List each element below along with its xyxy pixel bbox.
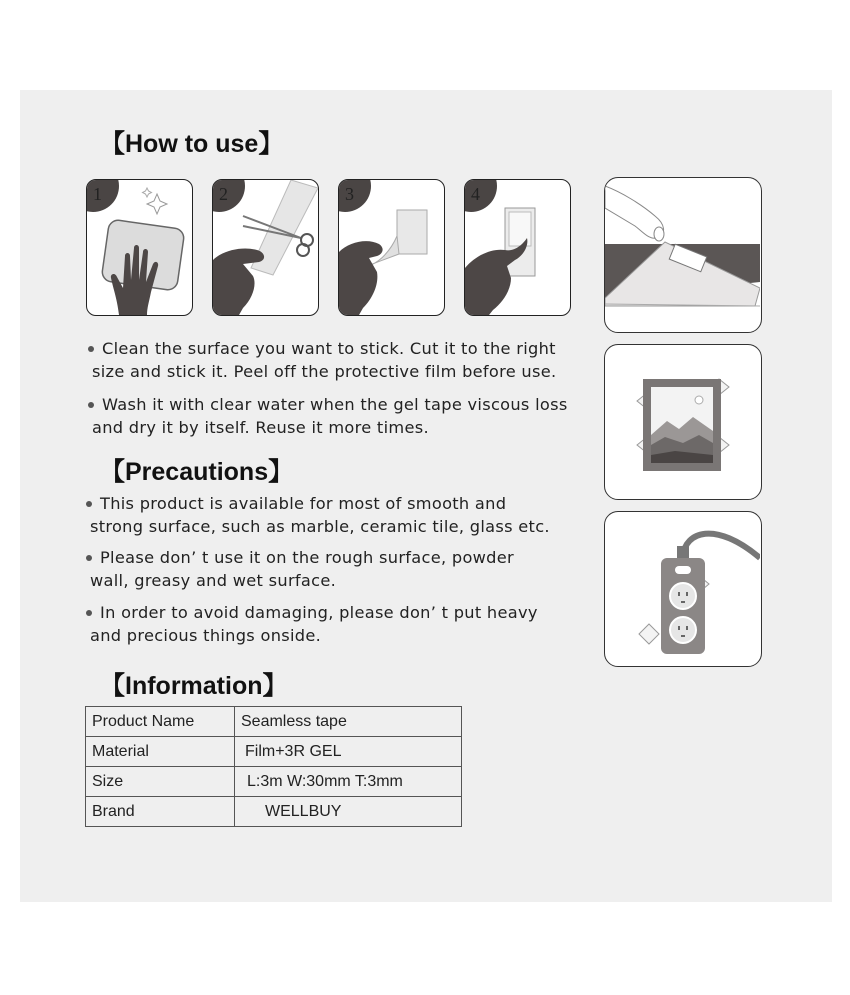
info-key-product-name: Product Name [86,707,235,737]
info-key-brand: Brand [86,797,235,827]
step-4-card [464,179,571,316]
how-to-use-bullet-1: Clean the surface you want to stick. Cut it to the right size and stick it. Peel off the protective film before use. [86,337,556,383]
table-row [86,737,462,767]
table-row [86,797,462,827]
precautions-heading: 【Precautions】 [100,458,294,486]
info-key-size: Size [86,767,235,797]
surface-tape-illustration [605,178,760,331]
peel-film-illustration [465,180,570,315]
picture-frame-illustration [605,345,760,498]
bullet-dot [88,402,94,408]
info-value-brand: WELLBUY [235,797,462,827]
precautions-bullet-2: Please don’ t use it on the rough surface, powder wall, greasy and wet surface. [84,546,514,592]
bullet-dot [88,346,94,352]
table-row [86,767,462,797]
how-to-use-bullet-2: Wash it with clear water when the gel tape viscous loss and dry it by itself. Reuse it more times. [86,393,568,439]
information-heading: 【Information】 [100,672,288,700]
info-value-product-name: Seamless tape [235,707,462,737]
step-4-number: 4 [471,184,480,204]
step-1-number: 1 [93,184,102,204]
bullet-dot [86,555,92,561]
step-2-card [212,179,319,316]
info-value-material: Film+3R GEL [235,737,462,767]
power-strip-illustration [605,512,760,665]
info-key-material: Material [86,737,235,767]
table-row [86,707,462,737]
information-table [85,706,462,827]
wipe-surface-illustration [87,180,192,315]
side-peel-corner-card [604,177,762,333]
precautions-bullet-3: In order to avoid damaging, please don’ t put heavy and precious things onside. [84,601,538,647]
step-3-card [338,179,445,316]
how-to-use-heading: 【How to use】 [100,130,284,158]
cut-tape-illustration [213,180,318,315]
step-2-number: 2 [219,184,228,204]
step-1-card [86,179,193,316]
info-value-size: L:3m W:30mm T:3mm [235,767,462,797]
side-power-strip-card [604,511,762,667]
bullet-dot [86,501,92,507]
bullet-dot [86,610,92,616]
side-picture-frame-card [604,344,762,500]
step-3-number: 3 [345,184,354,204]
stick-tape-illustration [339,180,444,315]
precautions-bullet-1: This product is available for most of smooth and strong surface, such as marble, ceramic tile, glass etc. [84,492,550,538]
